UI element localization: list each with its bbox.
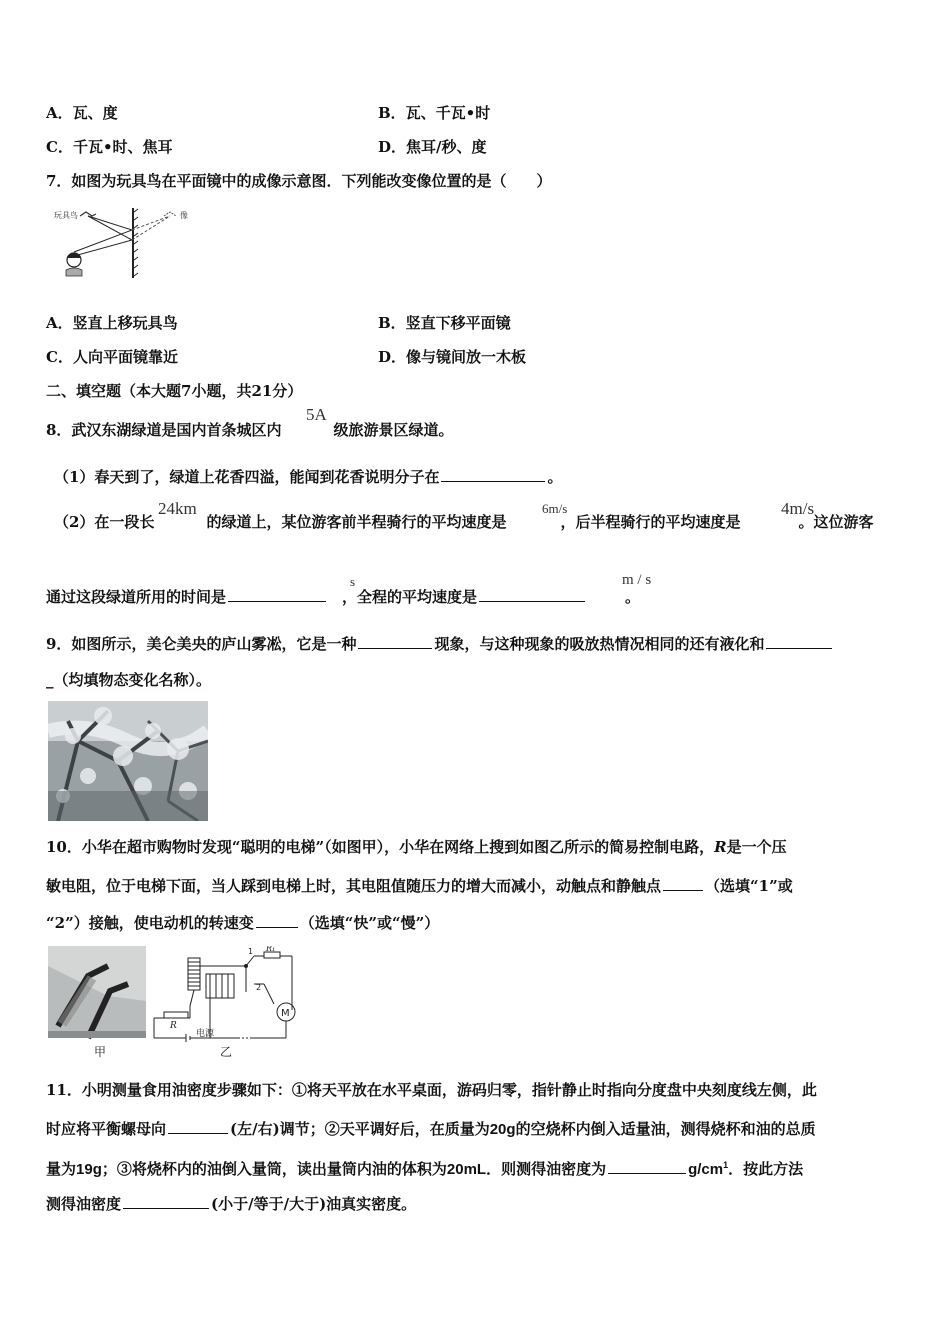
answer-blank[interactable] xyxy=(256,913,298,928)
q8-stem-pre: 8．武汉东湖绿道是国内首条城区内 xyxy=(46,421,282,439)
toy-bird-label: 玩具鸟 xyxy=(54,211,78,220)
q10-line2: 敏电阻，位于电梯下面，当人踩到电梯上时，其电阻值随压力的增大而减小，动触点和静触点 （选填“1”或 xyxy=(46,877,793,895)
q10-line3: “2”）接触，使电动机的转速变 （选填“快”或“慢”） xyxy=(46,914,440,932)
q7-option-a: A．竖直上移玩具鸟 xyxy=(46,314,178,332)
control-circuit-diagram xyxy=(150,946,302,1060)
q7-mirror-figure xyxy=(46,204,196,284)
q7-option-d: D．像与镜间放一木板 xyxy=(378,348,527,366)
contact-1-label: 1 xyxy=(248,947,254,956)
motor-label: M xyxy=(281,1008,290,1019)
resistor-r-label: R xyxy=(170,1021,177,1031)
toy-bird-icon xyxy=(80,212,96,216)
q6-option-a: A．瓦、度 xyxy=(46,104,118,122)
answer-blank[interactable] xyxy=(663,876,703,891)
q8-part1: （1）春天到了，绿道上花香四溢，能闻到花香说明分子在 。 xyxy=(54,468,563,486)
unit-s: s xyxy=(350,574,356,589)
q11-line4: 测得油密度 (小于/等于/大于)油真实密度。 xyxy=(46,1195,417,1213)
answer-blank[interactable] xyxy=(608,1159,686,1174)
q11-line3: 量为19g；③将烧杯内的油倒入量筒，读出量筒内油的体积为20mL．则测得油密度为 $g/cm^1$．按此方法 xyxy=(46,1160,804,1178)
reflected-ray xyxy=(74,230,132,252)
unit-6ms: 6m/s xyxy=(542,501,568,516)
q9-line2: _（均填物态变化名称）。 xyxy=(46,671,212,689)
q7-stem: 7．如图为玩具鸟在平面镜中的成像示意图．下列能改变像位置的是（ ） xyxy=(46,172,552,190)
power-source-label: 电源 xyxy=(196,1029,215,1039)
q8-part2: （2）在一段长 的绿道上，某位游客前半程骑行的平均速度是 ，后半程骑行的平均速度是 。这位游客 xyxy=(54,513,874,531)
contact-2-label: 2 xyxy=(256,983,262,992)
q8-stem xyxy=(46,421,453,439)
answer-blank[interactable] xyxy=(168,1119,228,1134)
q9-line1: 9．如图所示，美仑美央的庐山雾凇，它是一种 现象，与这种现象的吸放热情况相同的还有液化和 xyxy=(46,634,834,653)
answer-blank[interactable] xyxy=(479,587,585,602)
answer-blank[interactable] xyxy=(228,587,326,602)
q6-option-d: D．焦耳/秒、度 xyxy=(378,138,487,156)
answer-blank[interactable] xyxy=(766,634,832,649)
q8-stem-post: 级旅游景区绿道。 xyxy=(333,421,454,439)
resistor-r1-label: R₁ xyxy=(266,946,276,953)
image-label: 像 xyxy=(180,211,188,220)
q7-option-c: C．人向平面镜靠近 xyxy=(46,348,178,366)
unit-ms: m / s xyxy=(622,572,652,588)
unit-4ms: 4m/s xyxy=(781,499,815,518)
q10-line1: 10．小华在超市购物时发现“聪明的电梯”（如图甲），小华在网络上搜到如图乙所示的简易控制电路，R是一个压 xyxy=(46,838,787,856)
q7-option-b: B．竖直下移平面镜 xyxy=(378,314,511,332)
q6-option-c: C．千瓦•时、焦耳 xyxy=(46,138,173,156)
section-heading: 二、填空题（本大题7小题，共21分） xyxy=(46,382,303,400)
answer-blank[interactable] xyxy=(123,1194,209,1209)
unit-5a: 5A xyxy=(306,405,327,424)
answer-blank[interactable] xyxy=(441,467,545,482)
answer-blank[interactable] xyxy=(358,634,432,649)
rime-photo xyxy=(48,701,208,821)
q6-option-b: B．瓦、千瓦•时 xyxy=(378,104,491,122)
escalator-photo xyxy=(48,946,146,1060)
caption-yi: 乙 xyxy=(220,1045,233,1059)
q11-line1: 11．小明测量食用油密度步骤如下：①将天平放在水平桌面，游码归零，指针静止时指向分度盘中央刻度线左侧，此 xyxy=(46,1081,817,1099)
q11-line2: 时应将平衡螺母向 (左/右)调节；②天平调好后，在质量为20g的空烧杯内倒入适量油，测得烧杯和油的总质 xyxy=(46,1120,816,1138)
bird-image-icon xyxy=(164,212,176,216)
q8-part3: 通过这段绿道所用的时间是 ，全程的平均速度是 。 xyxy=(46,588,641,606)
unit-24km: 24km xyxy=(158,499,197,518)
caption-jia: 甲 xyxy=(94,1045,107,1059)
